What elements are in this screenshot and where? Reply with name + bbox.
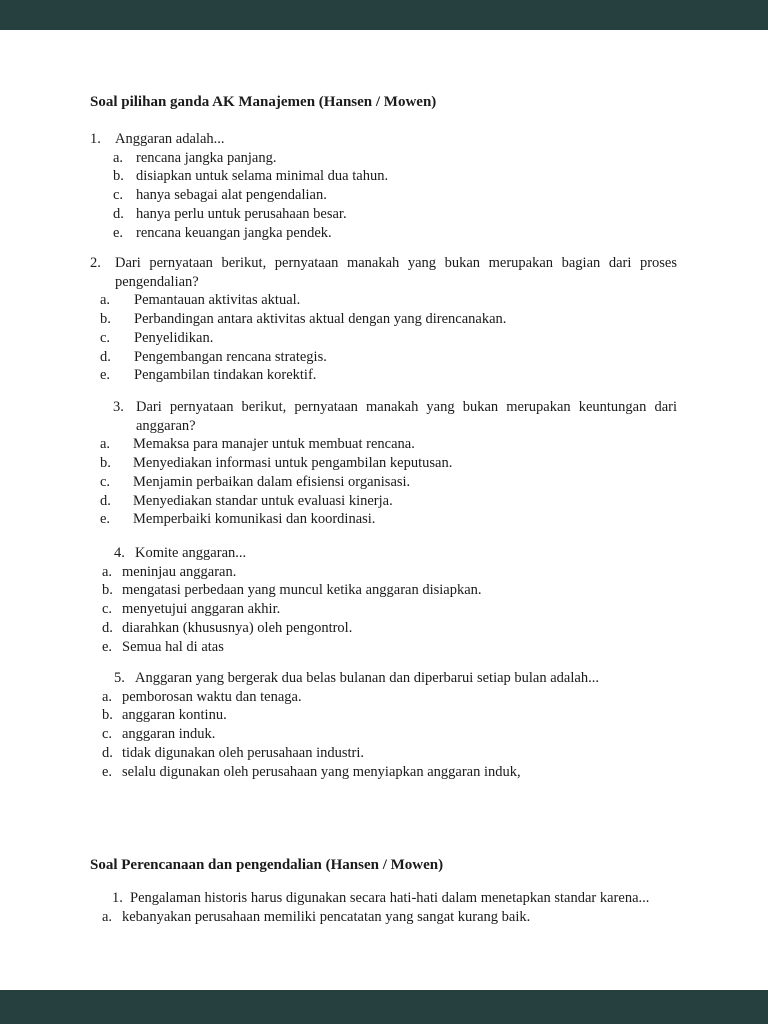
option-text: pemborosan waktu dan tenaga. — [122, 688, 302, 705]
question-text: Anggaran adalah... — [115, 131, 225, 147]
option-letter: d. — [113, 205, 124, 222]
option-row — [0, 763, 768, 782]
question-text: Komite anggaran... — [135, 545, 247, 561]
question-block — [0, 544, 768, 656]
option-letter: b. — [113, 168, 124, 185]
question-block — [0, 254, 768, 385]
question-number: 3. — [113, 399, 124, 415]
option-letter: c. — [100, 473, 111, 490]
option-text: Pengambilan tindakan korektif. — [134, 367, 317, 384]
option-letter: a. — [102, 908, 113, 925]
option-text: hanya perlu untuk perusahaan besar. — [136, 205, 347, 222]
option-letter: b. — [100, 311, 111, 328]
option-text: Menjamin perbaikan dalam efisiensi organisasi. — [133, 473, 411, 490]
question-stem-row — [0, 544, 768, 563]
question-stem-row — [0, 669, 768, 688]
question-number: 1. — [90, 131, 101, 147]
option-row — [0, 581, 768, 600]
option-letter: d. — [102, 744, 113, 761]
option-text: anggaran induk. — [122, 726, 216, 743]
option-row — [0, 186, 768, 205]
option-row — [0, 348, 768, 367]
option-text: rencana keuangan jangka pendek. — [136, 224, 332, 241]
option-row — [0, 329, 768, 348]
option-letter: b. — [102, 582, 113, 599]
option-row — [0, 224, 768, 243]
option-text: hanya sebagai alat pengendalian. — [136, 187, 327, 204]
option-letter: a. — [102, 688, 113, 705]
question-number: 1. — [112, 890, 123, 906]
option-letter: c. — [102, 601, 113, 618]
option-letter: e. — [100, 511, 111, 528]
option-letter: d. — [100, 492, 111, 509]
question-block — [0, 398, 768, 529]
option-letter: e. — [113, 224, 124, 241]
question-text: Dari pernyataan berikut, pernyataan manakah yang bukan merupakan keuntungan dari anggaran? — [136, 399, 677, 434]
question-block — [0, 130, 768, 242]
question-stem-row — [0, 889, 768, 908]
option-letter: a. — [102, 563, 113, 580]
option-letter: e. — [100, 367, 111, 384]
option-row — [0, 638, 768, 657]
option-row — [0, 688, 768, 707]
option-text: Perbandingan antara aktivitas aktual dengan yang direncanakan. — [134, 311, 507, 328]
option-row — [0, 167, 768, 186]
option-letter: a. — [113, 149, 124, 166]
option-letter: d. — [100, 348, 111, 365]
section-title: Soal Perencanaan dan pengendalian (Hansen / Mowen) — [90, 857, 444, 873]
option-text: Penyelidikan. — [134, 329, 214, 346]
option-row — [0, 563, 768, 582]
question-text: Anggaran yang bergerak dua belas bulanan dan diperbarui setiap bulan adalah... — [135, 670, 599, 686]
option-letter: d. — [102, 619, 113, 636]
question-text: Dari pernyataan berikut, pernyataan manakah yang bukan merupakan bagian dari proses pengendalian? — [115, 255, 677, 290]
option-row — [0, 510, 768, 529]
option-text: Memaksa para manajer untuk membuat rencana. — [133, 436, 415, 453]
option-letter: c. — [102, 726, 113, 743]
option-letter: c. — [100, 329, 111, 346]
question-number: 2. — [90, 255, 101, 271]
option-text: disiapkan untuk selama minimal dua tahun. — [136, 168, 389, 185]
option-row — [0, 744, 768, 763]
option-letter: e. — [102, 638, 113, 655]
option-text: tidak digunakan oleh perusahaan industri. — [122, 744, 365, 761]
option-row — [0, 149, 768, 168]
option-row — [0, 492, 768, 511]
option-row — [0, 205, 768, 224]
section-title: Soal pilihan ganda AK Manajemen (Hansen / Mowen) — [90, 94, 437, 110]
option-text: mengatasi perbedaan yang muncul ketika anggaran disiapkan. — [122, 582, 482, 599]
option-text: Memperbaiki komunikasi dan koordinasi. — [133, 511, 376, 528]
option-letter: a. — [100, 436, 111, 453]
question-block — [0, 889, 768, 926]
option-row — [0, 291, 768, 310]
option-row — [0, 600, 768, 619]
option-letter: b. — [102, 707, 113, 724]
question-number: 4. — [114, 545, 125, 561]
option-text: rencana jangka panjang. — [136, 149, 277, 166]
option-letter: c. — [113, 187, 124, 204]
option-text: Semua hal di atas — [122, 638, 224, 655]
option-row — [0, 908, 768, 927]
option-text: kebanyakan perusahaan memiliki pencatatan yang sangat kurang baik. — [122, 908, 531, 925]
question-number: 5. — [114, 670, 125, 686]
option-row — [0, 310, 768, 329]
option-text: diarahkan (khususnya) oleh pengontrol. — [122, 619, 353, 636]
option-row — [0, 454, 768, 473]
question-block — [0, 669, 768, 781]
option-text: Pengembangan rencana strategis. — [134, 348, 327, 365]
question-stem-row — [0, 398, 768, 435]
option-text: Pemantauan aktivitas aktual. — [134, 292, 301, 309]
option-row — [0, 706, 768, 725]
option-text: anggaran kontinu. — [122, 707, 227, 724]
option-text: meninjau anggaran. — [122, 563, 237, 580]
option-text: Menyediakan informasi untuk pengambilan keputusan. — [133, 455, 453, 472]
option-letter: b. — [100, 455, 111, 472]
option-row — [0, 725, 768, 744]
option-text: selalu digunakan oleh perusahaan yang menyiapkan anggaran induk, — [122, 763, 521, 780]
option-row — [0, 435, 768, 454]
option-row — [0, 619, 768, 638]
option-letter: a. — [100, 292, 111, 309]
option-text: Menyediakan standar untuk evaluasi kinerja. — [133, 492, 393, 509]
option-row — [0, 366, 768, 385]
option-row — [0, 473, 768, 492]
question-stem-row — [0, 254, 768, 291]
option-letter: e. — [102, 763, 113, 780]
question-stem-row — [0, 130, 768, 149]
option-text: menyetujui anggaran akhir. — [122, 601, 281, 618]
question-text: Pengalaman historis harus digunakan secara hati-hati dalam menetapkan standar karena... — [130, 890, 650, 906]
